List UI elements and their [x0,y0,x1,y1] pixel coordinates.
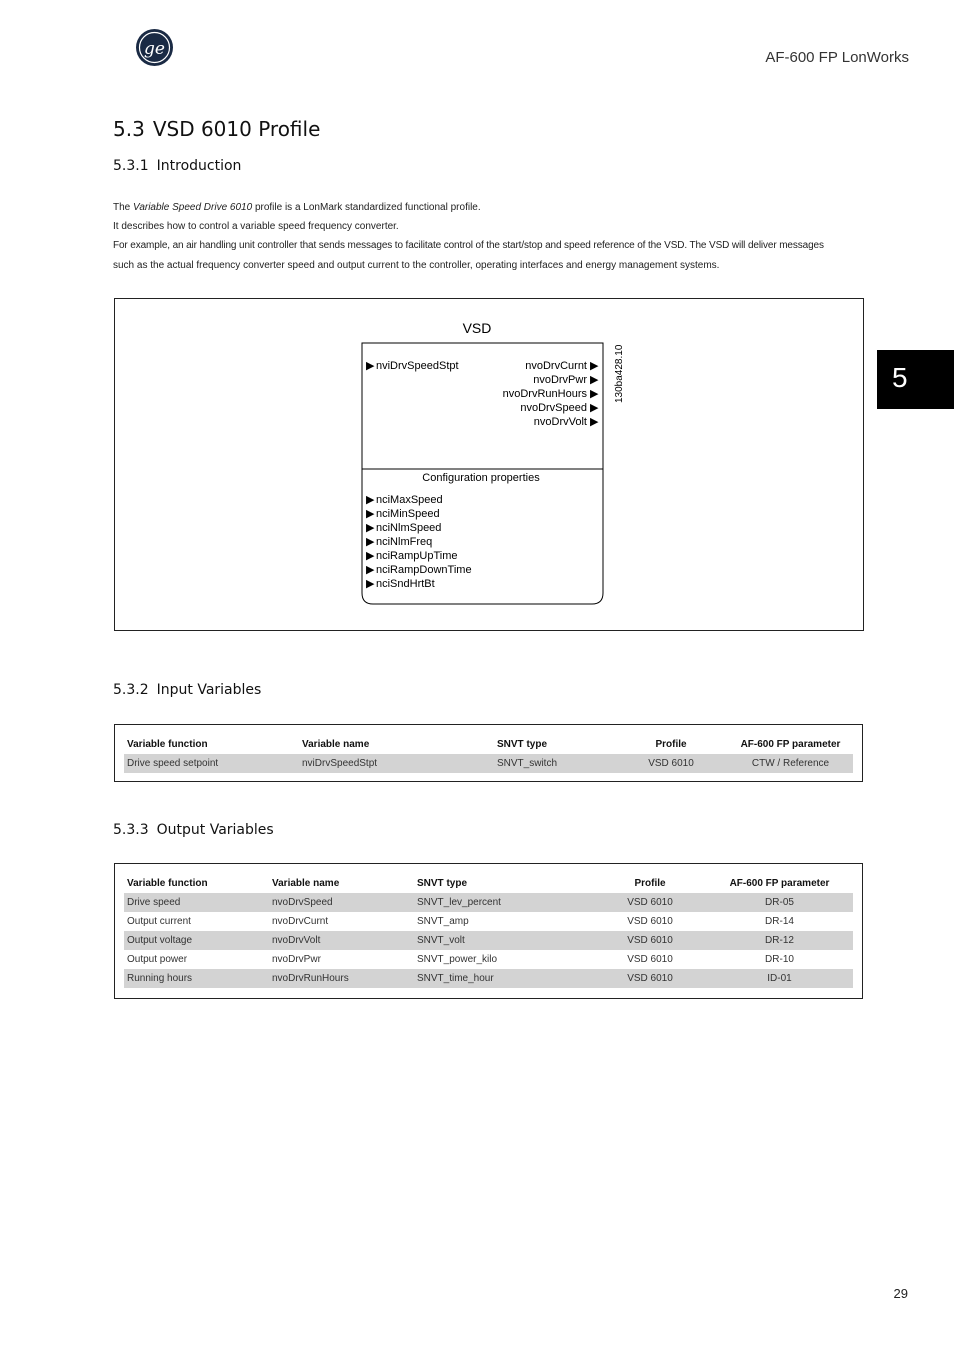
output-arrow: ▶ [590,416,599,428]
table-cell: nvoDrvVolt [269,931,414,950]
intro-paragraph-line3: For example, an air handling unit controller that sends messages to facilitate control of the start/stop and speed reference of the VSD. The VSD will deliver messages [113,240,824,251]
table-row [124,950,853,969]
table-cell: Output power [127,954,188,965]
table-cell: CTW / Reference [728,754,853,773]
table-cell: SNVT_time_hour [414,969,594,988]
table-cell: VSD 6010 [627,954,673,965]
table-row [124,912,853,931]
output-arrow: ▶ [590,374,599,386]
output-variables-table [124,873,853,988]
config-property-label: nciMinSpeed [376,508,440,520]
table-cell: SNVT_volt [414,931,594,950]
table-cell: VSD 6010 [594,931,706,950]
table-cell: VSD 6010 [594,969,706,988]
output-variable-label: nvoDrvRunHours [502,388,587,400]
document-title: AF-600 FP LonWorks [765,49,909,66]
column-header: AF-600 FP parameter [740,738,841,750]
intro-number: 5.3.1 [113,158,149,174]
config-arrow: ▶ [366,494,375,506]
intro-text: profile is a LonMark standardized functional profile. [252,202,481,213]
output-variable-label: nvoDrvVolt [533,416,587,428]
table-row [124,754,853,773]
table-cell: SNVT_amp [417,916,469,927]
column-header: Variable name [302,738,370,750]
page-number: 29 [893,1286,908,1301]
config-property-label: nciRampUpTime [376,550,458,562]
table-cell: Output current [127,916,191,927]
table-cell: nvoDrvPwr [272,954,321,965]
column-header: Variable name [272,877,340,889]
output-arrow: ▶ [590,360,599,372]
config-arrow: ▶ [366,536,375,548]
config-arrow: ▶ [366,564,375,576]
intro-paragraph-line1 [113,202,481,213]
table-cell: SNVT_power_kilo [417,954,498,965]
output-variables-number: 5.3.3 [113,822,149,838]
table-cell: DR-10 [765,954,794,965]
config-title: Configuration properties [422,472,540,484]
column-header: SNVT type [417,877,468,889]
column-header: AF-600 FP parameter [729,877,830,889]
table-cell: VSD 6010 [627,916,673,927]
output-variables-heading [113,822,274,838]
table-row [124,931,853,950]
figure-id: 130ba428.10 [614,344,625,403]
intro-title: Introduction [156,158,242,174]
column-header: SNVT type [497,738,548,750]
section-title: VSD 6010 Profile [152,117,321,141]
table-cell: nvoDrvCurnt [272,916,329,927]
output-variables-title: Output Variables [156,822,274,838]
column-header: Profile [655,738,687,750]
chapter-number: 5 [892,362,908,393]
input-variables-title: Input Variables [156,682,262,698]
column-header: Profile [634,877,666,889]
table-cell: Running hours [124,969,269,988]
chapter-tab [877,350,954,409]
table-cell: SNVT_switch [494,754,614,773]
config-arrow: ▶ [366,522,375,534]
config-property-label: nciNlmSpeed [376,522,442,534]
column-header: Variable function [127,877,208,889]
table-cell: nviDrvSpeedStpt [299,754,494,773]
input-arrow: ▶ [366,360,375,372]
intro-text: The [113,202,134,213]
intro-paragraph-line2: It describes how to control a variable speed frequency converter. [113,221,399,232]
intro-emphasis: Variable Speed Drive 6010 [133,202,253,213]
table-cell: nvoDrvRunHours [269,969,414,988]
table-cell: Drive speed setpoint [124,754,299,773]
table-cell: VSD 6010 [594,893,706,912]
table-cell: SNVT_lev_percent [414,893,594,912]
input-variables-heading [113,682,261,698]
table-cell: Drive speed [124,893,269,912]
config-property-label: nciSndHrtBt [376,578,435,590]
input-variables-number: 5.3.2 [113,682,149,698]
input-variables-table-frame [114,724,863,782]
config-property-label: nciNlmFreq [376,536,433,548]
table-cell: nvoDrvSpeed [269,893,414,912]
table-cell: ID-01 [706,969,853,988]
intro-paragraph-line4: such as the actual frequency converter speed and output current to the controller, operating interfaces and energy management systems. [113,260,720,271]
vsd-diagram-figure [114,298,864,631]
table-cell: Output voltage [124,931,269,950]
table-cell: DR-05 [706,893,853,912]
table-row [124,893,853,912]
table-row [124,969,853,988]
section-heading [113,117,320,141]
column-header: Variable function [127,738,208,750]
section-number: 5.3 [113,117,145,141]
configuration-properties [366,494,472,590]
table-cell: VSD 6010 [614,754,728,773]
table-cell: DR-12 [706,931,853,950]
output-arrow: ▶ [590,388,599,400]
svg-text:ge: ge [144,39,165,59]
config-property-label: nciMaxSpeed [376,494,443,506]
output-variable-label: nvoDrvCurnt [525,360,587,372]
diagram-title: VSD [462,320,492,336]
output-arrow: ▶ [590,402,599,414]
config-arrow: ▶ [366,578,375,590]
config-property-label: nciRampDownTime [376,564,472,576]
output-variable-label: nvoDrvSpeed [520,402,587,414]
input-variables-table [124,734,853,773]
intro-heading [113,158,241,174]
table-cell: DR-14 [765,916,794,927]
ge-logo [135,28,174,67]
table-header-row [124,734,853,754]
output-variables [503,360,599,428]
vsd-diagram [115,299,863,630]
input-variable-label: nviDrvSpeedStpt [376,360,459,372]
table-header-row [124,873,853,893]
config-arrow: ▶ [366,508,375,520]
output-variable-label: nvoDrvPwr [533,374,587,386]
output-variables-table-frame [114,863,863,999]
config-arrow: ▶ [366,550,375,562]
